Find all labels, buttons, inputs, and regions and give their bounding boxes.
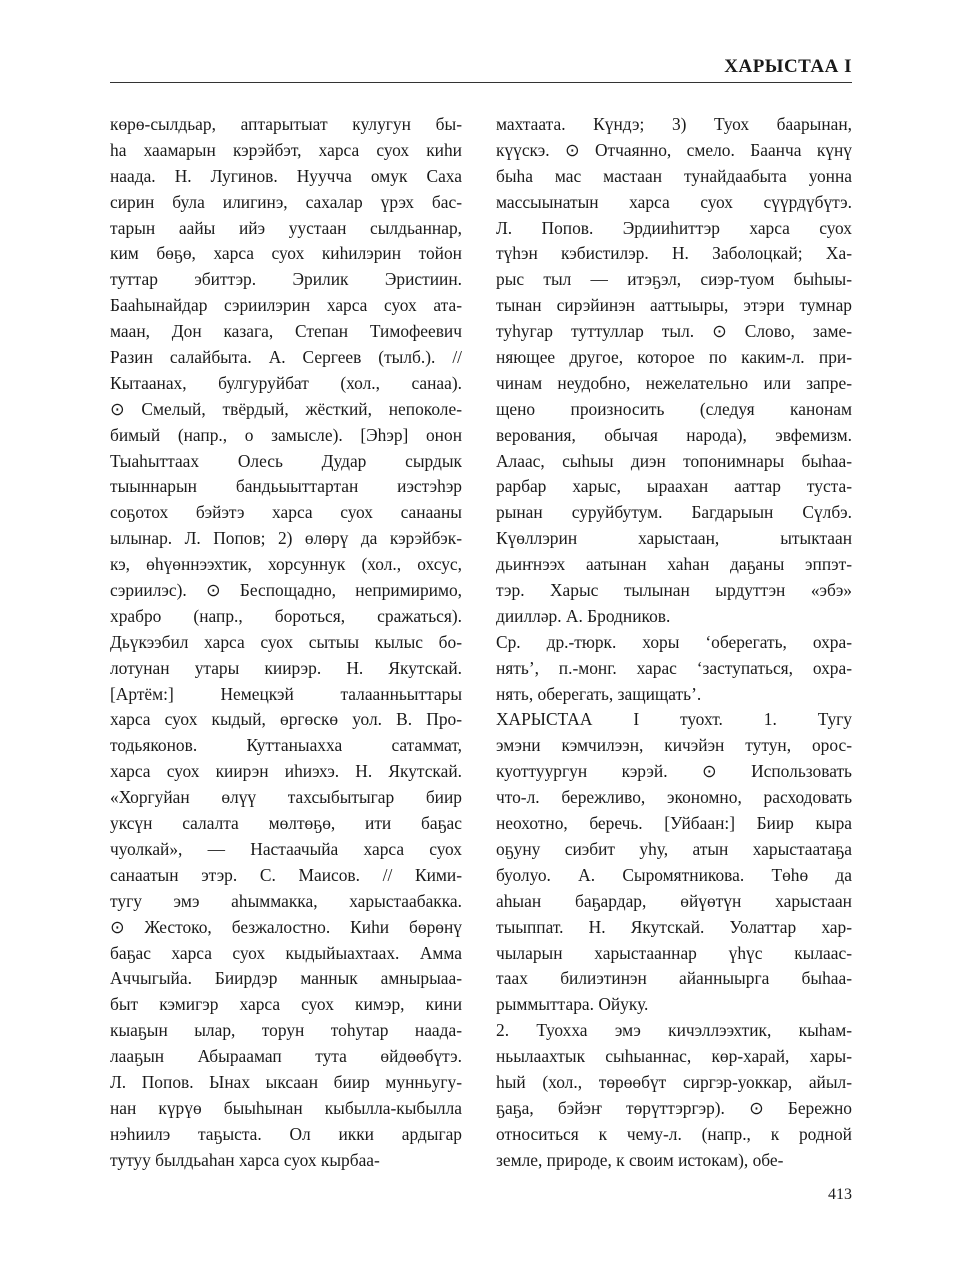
text-line: Кытаанах, булгуруйбат (хол., санаа). <box>110 372 462 393</box>
text-line: ньылаахтык сыһыаннас, көр-харай, хары- <box>496 1046 852 1067</box>
text-line: Л. Попов. Ынах ыксаан биир мунньугу- <box>110 1071 462 1092</box>
text-line: ХАРЫСТАА I туохт. 1. Тугу <box>496 709 852 730</box>
text-line: Аччыгыйа. Биирдэр маннык амнырыаа- <box>110 968 462 989</box>
text-line: диилләр. А. Бродников. <box>496 605 671 626</box>
text-line: Л. Попов. Эрдииһиттэр харса суох <box>496 217 852 238</box>
text-line: Разин салайбыта. А. Сергеев (тылб.). // <box>110 347 462 368</box>
text-line: эмэни кэмчилээн, кичэйэн тутун, орос- <box>496 735 852 756</box>
text-line: ким бөҕө, харса суох киһилэрин тойон <box>110 243 462 264</box>
text-line: кыаҕын ылар, торун тоһутар наада- <box>110 1020 462 1041</box>
text-line: туттар эбиттэр. Эрилик Эристиин. <box>110 269 462 290</box>
text-line: тыыппат. Н. Якутскай. Уолаттар хар- <box>496 916 852 937</box>
left-column <box>110 112 462 1174</box>
text-line: чыларын харыстааннар үһүс кылаас- <box>496 942 852 963</box>
text-line: нан күрүө быыһынан кыбылла-кыбылла <box>110 1097 462 1118</box>
text-line: Алаас, сыһыы диэн топонимнары быһаа- <box>496 450 852 471</box>
running-header <box>110 52 852 83</box>
text-line: «Хоргуйан өлүү тахсыбытыгар биир <box>110 787 462 808</box>
text-line: земле, природе, к своим истокам), обе- <box>496 1149 784 1170</box>
text-line: тутуу былдьаһан харса суох кырбаа- <box>110 1149 380 1170</box>
text-line: харса суох киирэн иһиэхэ. Н. Якутскай. <box>110 761 462 782</box>
text-line: маан, Дон казага, Степан Тимофеевич <box>110 321 462 342</box>
text-line: относиться к чему-л. (напр., к родной <box>496 1123 852 1144</box>
text-line: куоттуургун кэрэй. ⊙ Использовать <box>496 761 852 782</box>
text-line: няющее другое, которое по каким-л. при- <box>496 347 852 368</box>
text-line: чуолкай», — Настаачыйа харса суох <box>110 838 462 859</box>
text-line: тарын аайы ийэ уустаан сылдьаннар, <box>110 217 462 238</box>
text-line: нять, оберегать, защищать’. <box>496 683 702 704</box>
text-line: рарбар харыс, ыраахан ааттар туста- <box>496 476 852 497</box>
text-line: сирин була илигинэ, сахалар үрэх бас- <box>110 191 462 212</box>
text-line: ⊙ Жестоко, безжалостно. Киһи бөрөнү <box>110 916 462 937</box>
text-line: Ср. др.-тюрк. хоры ‘оберегать, охра- <box>496 631 852 652</box>
text-line: ҕаҕа, бэйэҥ төрүттэргэр). ⊙ Бережно <box>496 1097 852 1118</box>
right-column <box>496 112 852 1174</box>
text-line: неохотно, беречь. [Уйбаан:] Биир кыра <box>496 813 852 834</box>
text-line: һый (хол., төрөөбүт сиргэр-уоккар, айыл- <box>496 1071 852 1092</box>
text-line: наада. Н. Лугинов. Нуучча омук Саха <box>110 165 462 186</box>
text-line: тодьяконов. Куттаныахха сатаммат, <box>110 735 462 756</box>
text-line: рынан суруйбутум. Багдарыын Сүлбэ. <box>496 502 852 523</box>
text-line: 2. Туохха эмэ кичэллээхтик, кыһам- <box>496 1020 852 1041</box>
text-line: таах билиэтинэн айанныырга быһаа- <box>496 968 852 989</box>
text-line: күүскэ. ⊙ Отчаянно, смело. Баанча күнү <box>496 139 852 160</box>
text-line: махтаата. Күндэ; 3) Туох баарынан, <box>496 114 852 134</box>
text-line: сэриилэс). ⊙ Беспощадно, непримиримо, <box>110 580 462 601</box>
text-line: аһыан баҕардар, өйүөтүн харыстаан <box>496 890 852 911</box>
text-line: түһэн кэбистилэр. Н. Заболоцкай; Ха- <box>496 243 852 264</box>
text-line: быһа мас мастаан тунайдаабыта уонна <box>496 165 852 186</box>
text-line: щено произносить (следуя канонам <box>496 398 852 419</box>
text-line: рыс тыл — итэҕэл, сиэр-туом быһыы- <box>496 269 852 290</box>
text-line: рыммыттара. Ойуку. <box>496 994 649 1015</box>
text-line: дьиҥнээх аатынан хаһан даҕаны эппэт- <box>496 554 852 575</box>
text-line: баҕас харса суох кыдыйыахтаах. Амма <box>110 942 462 963</box>
text-line: харса суох кыдый, өргөскө уол. В. Про- <box>110 709 462 730</box>
text-line: уксүн салалта мөлтөҕө, ити баҕас <box>110 813 462 834</box>
text-line: кэ, өһүөннээхтик, хорсуннук (хол., охсус, <box>110 554 462 575</box>
text-line: [Артём:] Немецкэй талаанньыттары <box>110 683 462 704</box>
text-line: лааҕын Абыраамап тута өйдөөбүтэ. <box>110 1046 462 1067</box>
text-line: храбро (напр., бороться, сражаться). <box>110 605 462 626</box>
text-line: массыынатын харса суох сүүрдүбүтэ. <box>496 191 852 212</box>
text-line: тэр. Харыс тылынан ырдуттэн «эбэ» <box>496 580 852 601</box>
text-line: санаатын этэр. С. Маисов. // Кими- <box>110 864 462 885</box>
text-line: чинам неудобно, нежелательно или запре- <box>496 372 852 393</box>
text-line: тугу эмэ аһыммакка, харыстаабакка. <box>110 890 462 911</box>
text-line: быт кэмигэр харса суох кимэр, кини <box>110 994 462 1015</box>
text-line: көрө-сылдьар, аптарытыат кулугун бы- <box>110 114 462 134</box>
text-line: что-л. бережливо, экономно, расходовать <box>496 787 852 808</box>
text-line: верования, обычая народа), эвфемизм. <box>496 424 852 445</box>
running-header-title: ХАРЫСТАА I <box>724 56 852 77</box>
text-line: лотунан утары киирэр. Н. Якутскай. <box>110 657 462 678</box>
text-line: Күөллэрин харыстаан, ытыктаан <box>496 528 852 549</box>
text-line: соҕотох бэйэтэ харса суох санааны <box>110 502 462 523</box>
text-line: Дьүкээбил харса суох сытыы кылыс бо- <box>110 631 462 652</box>
text-line: ылынар. Л. Попов; 2) өлөрү да кэрэйбэк- <box>110 528 462 549</box>
text-line: буолуо. А. Сыромятникова. Төһө да <box>496 864 852 885</box>
text-line: тынан сирэйинэн ааттыыры, этэри тумнар <box>496 295 852 316</box>
text-line: Тыаһыттаах Олесь Дудар сырдык <box>110 450 462 471</box>
text-line: һа хаамарын кэрэйбэт, харса суох киһи <box>110 139 462 160</box>
text-line: нять’, п.-монг. харас ‘заступаться, охра- <box>496 657 852 678</box>
text-line: нэһиилэ таҕыста. Ол икки ардыгар <box>110 1123 462 1144</box>
text-line: оҕуну сиэбит уһу, атын харыстаатаҕа <box>496 838 852 859</box>
text-line: ⊙ Смелый, твёрдый, жёсткий, непоколе- <box>110 398 462 419</box>
text-line: Бааһынайдар сэриилэрин харса суох ата- <box>110 295 462 316</box>
text-line: бимый (напр., о замысле). [Эһэр] онон <box>110 424 462 445</box>
text-line: туһугар туттуллар тыл. ⊙ Слово, заме- <box>496 321 852 342</box>
page-number: 413 <box>828 1186 852 1203</box>
text-line: тыыннарын бандьыыттартан иэстэһэр <box>110 476 462 497</box>
